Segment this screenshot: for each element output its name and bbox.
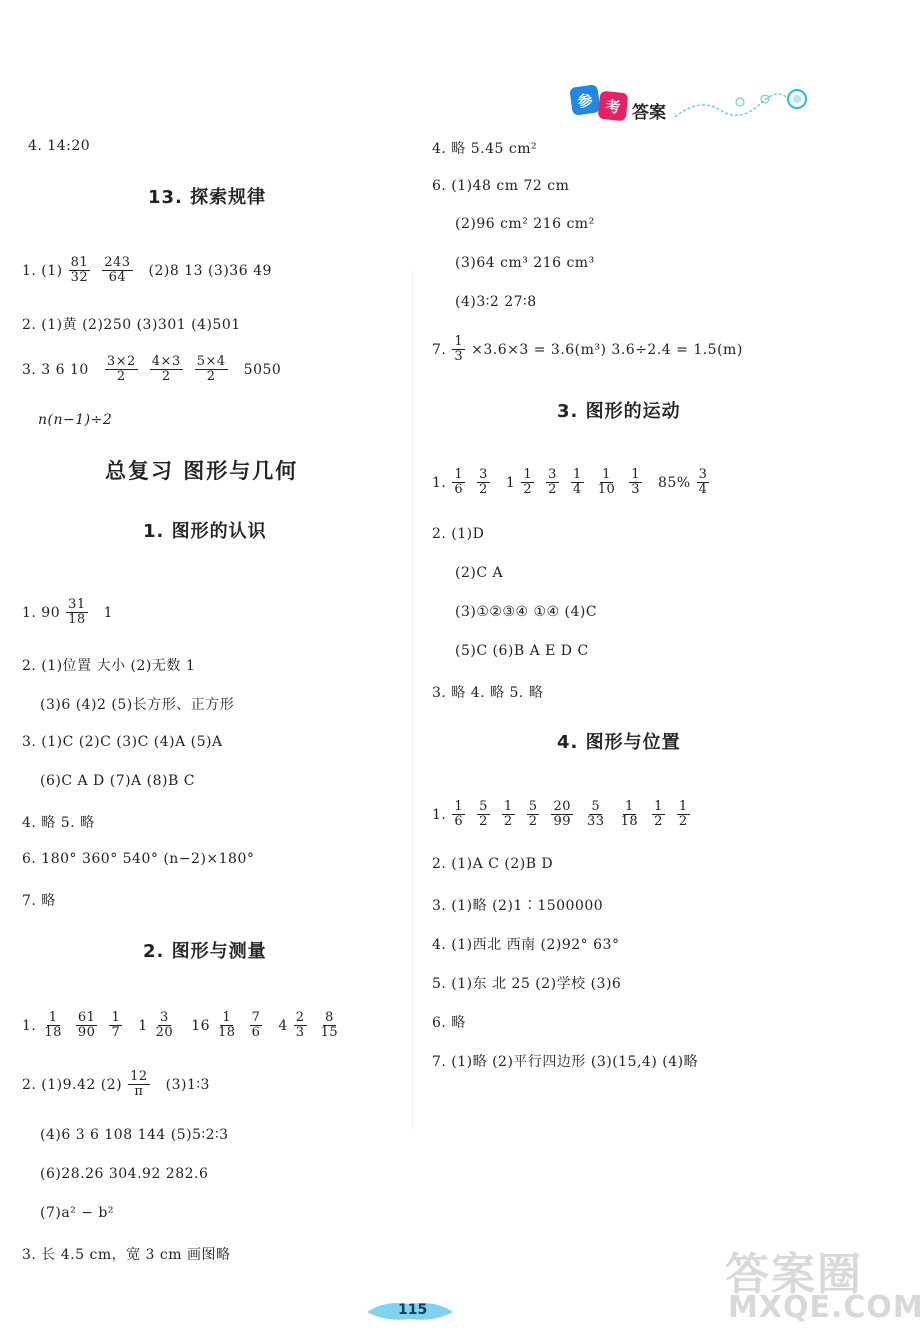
fraction: $\frac{1}{6}$: [454, 467, 464, 498]
fraction: $\frac{5}{33}$: [587, 799, 605, 830]
fraction: $\frac{1}{7}$: [111, 1010, 121, 1041]
section-13-title: 13. 探索规律: [148, 187, 267, 208]
answer-m-3: 3. 略 4. 略 5. 略: [432, 685, 544, 701]
answer-p-3: 3. (1)略 (2)1∶1500000: [432, 898, 604, 914]
answer-p-7: 7. (1)略 (2)平行四边形 (3)(15,4) (4)略: [432, 1054, 699, 1070]
fraction: $\frac{3}{4}$: [698, 467, 708, 498]
answer-g1-1: 1. 90 $\frac{31}{18}$ 1: [22, 597, 114, 628]
watermark-logo: 答案圈: [725, 1249, 863, 1300]
fraction: $\frac{1}{2}$: [523, 467, 533, 498]
answer-m-2: 2. (1)D: [432, 526, 485, 542]
answer-p-4: 4. (1)西北 西南 (2)92° 63°: [432, 937, 620, 953]
answer-g2-1: 1. $\frac{1}{18}$ $\frac{61}{90}$ $\frac{1}{7}$ 1 $\frac{3}{20}$ 16 $\frac{1}{18}$ $\frac{7}{6}$ 4 $\frac{2}{3}$ $\frac{8}{15}$: [22, 1010, 339, 1041]
header-badge-can: 参: [569, 84, 601, 116]
fraction: $\frac{1}{10}$: [597, 467, 616, 498]
answer-13-3: 3. 3 6 10 $\frac{3\times 2}{2}$ $\frac{4\times 3}{2}$ $\frac{5\times 4}{2}$ 5050: [22, 354, 282, 385]
fraction: $\frac{2}{3}$: [295, 1010, 305, 1041]
answer-g1-7: 7. 略: [22, 893, 56, 909]
answer-r-4: 4. 略 5.45 cm²: [432, 141, 538, 157]
section-4-title: 4. 图形与位置: [557, 732, 681, 753]
fraction: $\frac{1}{18}$: [218, 1010, 236, 1041]
fraction: $\frac{1}{2}$: [503, 799, 513, 830]
answer-p-2: 2. (1)A C (2)B D: [432, 856, 554, 872]
fraction: $\frac{243}{64}$: [104, 255, 131, 286]
answer-g1-3: 3. (1)C (2)C (3)C (4)A (5)A: [22, 734, 223, 750]
fraction: $\frac{3}{2}$: [479, 467, 488, 498]
fraction: $\frac{7}{6}$: [251, 1010, 261, 1041]
fraction: $\frac{3}{2}$: [548, 467, 557, 498]
fraction: $\frac{3}{20}$: [155, 1010, 174, 1041]
fraction: $\frac{20}{99}$: [553, 799, 572, 830]
answer-r-6d: (4)3∶2 27∶8: [455, 294, 537, 310]
header-flower-icon: [670, 82, 820, 122]
section-1-title: 1. 图形的认识: [143, 521, 267, 542]
answer-m-2d: (5)C (6)B A E D C: [455, 643, 589, 659]
answer-p-5: 5. (1)东 北 25 (2)学校 (3)6: [432, 976, 622, 992]
fraction: $\frac{12}{\pi}$: [130, 1069, 148, 1100]
section-2-title: 2. 图形与测量: [143, 941, 267, 962]
fraction: $\frac{3\times 2}{2}$: [106, 354, 136, 385]
answer-4-time: 4. 14:20: [28, 138, 91, 154]
fraction: $\frac{1}{2}$: [678, 799, 688, 830]
answer-r-7: 7. $\frac{1}{3}$ ×3.6×3 = 3.6(m³) 3.6÷2.4 = 1.5(m): [432, 334, 743, 365]
column-divider: [412, 270, 413, 1130]
fraction: $\frac{4\times 3}{2}$: [151, 354, 181, 385]
watermark-url: MXQE.COM: [728, 1290, 924, 1325]
page-number: 115: [398, 1302, 428, 1318]
answer-p-1: 1. $\frac{1}{6}$ $\frac{5}{2}$ $\frac{1}{2}$ $\frac{5}{2}$ $\frac{20}{99}$ $\frac{5}{33}$ $\frac{1}{18}$ $\frac{1}{2}$ $\frac{1}{2}$: [432, 799, 688, 830]
answer-g2-4: (4)6 3 6 108 144 (5)5∶2∶3: [40, 1127, 229, 1143]
answer-13-3-formula: n(n−1)÷2: [38, 412, 113, 428]
answer-g1-4: 4. 略 5. 略: [22, 815, 95, 831]
header-badge-kao: 考: [598, 91, 629, 122]
fraction: $\frac{1}{6}$: [454, 799, 464, 830]
answer-13-1: 1. (1) $\frac{81}{32}$ $\frac{243}{64}$ (2)8 13 (3)36 49: [22, 255, 272, 286]
answer-g1-2b: (3)6 (4)2 (5)长方形、正方形: [40, 697, 235, 713]
fraction: $\frac{8}{15}$: [320, 1010, 339, 1041]
fraction: $\frac{1}{3}$: [454, 334, 464, 365]
answer-g1-3b: (6)C A D (7)A (8)B C: [40, 773, 195, 789]
answer-r-6b: (2)96 cm² 216 cm²: [455, 216, 595, 232]
answer-m-1: 1. $\frac{1}{6}$ $\frac{3}{2}$ 1 $\frac{1}{2}$ $\frac{3}{2}$ $\frac{1}{4}$ $\frac{1}{10}$ $\frac{1}{3}$ 85% $\frac{3}{4}$: [432, 467, 708, 498]
fraction: $\frac{1}{18}$: [620, 799, 639, 830]
answer-r-6: 6. (1)48 cm 72 cm: [432, 178, 570, 194]
answer-13-2: 2. (1)黄 (2)250 (3)301 (4)501: [22, 317, 241, 333]
answer-g2-2: 2. (1)9.42 (2) $\frac{12}{\pi}$ (3)1∶3: [22, 1069, 210, 1100]
fraction: $\frac{5\times 4}{2}$: [196, 354, 226, 385]
review-title: 总复习 图形与几何: [105, 459, 299, 483]
fraction: $\frac{1}{18}$: [44, 1010, 62, 1041]
answer-g2-6: (6)28.26 304.92 282.6: [40, 1166, 209, 1182]
fraction: $\frac{1}{4}$: [572, 467, 582, 498]
fraction: $\frac{5}{2}$: [479, 799, 488, 830]
fraction: $\frac{81}{32}$: [70, 255, 89, 286]
answer-p-6: 6. 略: [432, 1015, 466, 1031]
fraction: $\frac{1}{3}$: [631, 467, 641, 498]
fraction: $\frac{31}{18}$: [68, 597, 86, 628]
answer-m-2b: (2)C A: [455, 565, 504, 581]
answer-g2-3: 3. 长 4.5 cm，宽 3 cm 画图略: [22, 1247, 231, 1263]
header-title: 答案: [632, 103, 666, 123]
answer-m-2c: (3)①②③④ ①④ (4)C: [455, 604, 598, 620]
answer-g2-7: (7)a² − b²: [40, 1205, 114, 1221]
fraction: $\frac{5}{2}$: [528, 799, 538, 830]
answer-r-6c: (3)64 cm³ 216 cm³: [455, 255, 595, 271]
answer-g1-2: 2. (1)位置 大小 (2)无数 1: [22, 658, 196, 674]
answer-g1-6: 6. 180° 360° 540° (n−2)×180°: [22, 851, 255, 867]
fraction: $\frac{61}{90}$: [77, 1010, 96, 1041]
section-3-title: 3. 图形的运动: [557, 401, 681, 422]
fraction: $\frac{1}{2}$: [654, 799, 663, 830]
